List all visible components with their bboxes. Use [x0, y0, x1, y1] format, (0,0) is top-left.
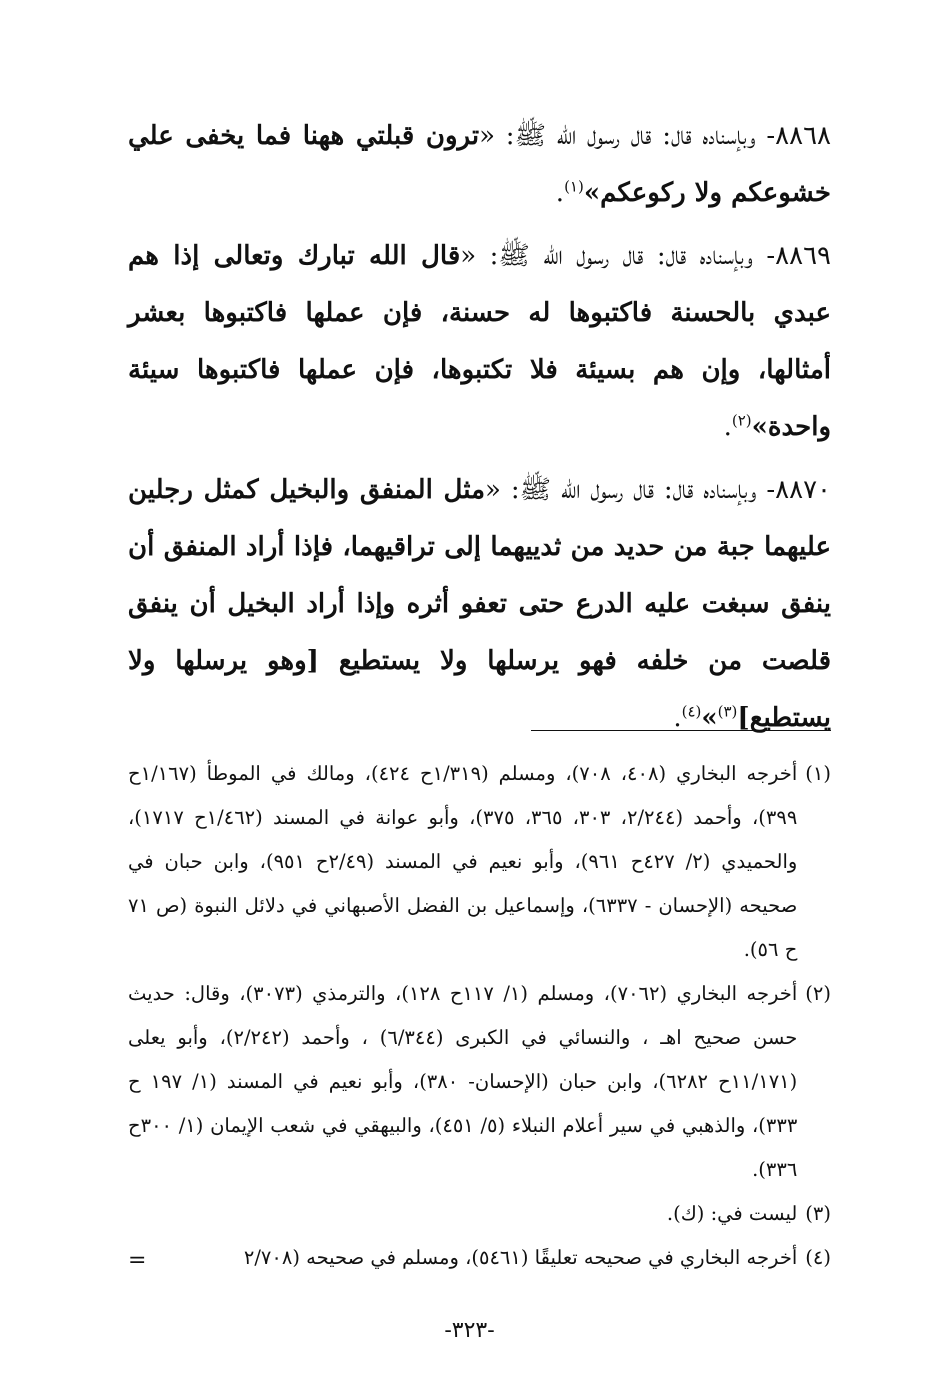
footnote-text: ليست في: (ك). — [666, 1202, 798, 1225]
hadith-intro: ٨٨٦٨- وبإسناده قال: قال رسول الله ﷺ: « — [479, 121, 831, 151]
sentence-end: . — [673, 703, 682, 733]
page-number: -٣٢٣- — [444, 1318, 495, 1343]
hadith-8869 — [128, 228, 831, 456]
footnote-text: أخرجه البخاري (٤٠٨، ٧٠٨)، ومسلم (١/٣١٩ح ٤٢٤)، ومالك في الموطأ (١/١٦٧ح ٣٩٩)، وأحمد (٢/٢٤٤، ٣٠٣، ٣٦٥، ٣٧٥)، وأبو عوانة في المسند (١/٤٦٢ح ١٧١٧)، والحميدي (٢/ ٤٢٧ح ٩٦١)، وأبو نعيم في المسند (٢/٤٩ح ٩٥١)، وابن حبان في صحيحه (الإحسان - ٦٣٣٧)، وإسماعيل بن الفضل الأصبهاني في دلائل النبوة (ص ٧١ ح ٥٦). — [128, 762, 798, 961]
footnote-ref: (٤) — [681, 702, 702, 721]
main-text — [128, 108, 831, 753]
footnote-number: (٢) — [805, 982, 831, 1005]
hadith-8868 — [128, 108, 831, 222]
footnote-3 — [128, 1192, 831, 1236]
hadith-text: مثل المنفق والبخيل كمثل رجلين عليهما جبة من حديد من ثدييهما إلى تراقيهما، فإذا أراد المنفق أن ينفق سبغت عليه الدرع حتى تعفو أثره وإذا أراد البخيل أن ينفق قلصت من خلفه فهو يرسلها ولا يستطيع [وهو يرسلها ولا يستطيع] — [128, 475, 831, 733]
footnote-2 — [128, 972, 831, 1192]
footnote-ref: (٢) — [731, 411, 752, 430]
hadith-text: قال الله تبارك وتعالى إذا هم عبدي بالحسنة فاكتبوها له حسنة، فإن عملها فاكتبوها بعشر أمثالها، وإن هم بسيئة فلا تكتبوها، فإن عملها فاكتبوها سيئة واحدة — [128, 241, 831, 442]
quote-close: » — [583, 178, 601, 208]
footnote-number: (٣) — [805, 1202, 831, 1225]
continuation-mark: = — [128, 1248, 147, 1273]
hadith-intro: ٨٨٧٠- وبإسناده قال: قال رسول الله ﷺ: « — [485, 475, 832, 505]
footnote-text: أخرجه البخاري (٧٠٦٢)، ومسلم (١/ ١١٧ح ١٢٨)، والترمذي (٣٠٧٣)، وقال: حديث حسن صحيح اهـ ، والنسائي في الكبرى (٦/٣٤٤) ، وأحمد (٢/٢٤٢)، وأبو يعلى (١١/١٧١ح ٦٢٨٢)، وابن حبان (الإحسان- ٣٨٠)، وأبو نعيم في المسند (١/ ١٩٧ ح ٣٣٣)، والذهبي في سير أعلام النبلاء (٥/ ٤٥١)، والبيهقي في شعب الإيمان (١/ ٣٠٠ح ٣٣٦). — [128, 982, 798, 1181]
quote-close: » — [751, 412, 768, 442]
hadith-text: ترون قبلتي ههنا فما يخفى علي خشوعكم ولا ركوعكم — [128, 121, 831, 208]
sentence-end: . — [723, 412, 732, 442]
footnote-ref: (١) — [564, 177, 584, 196]
hadith-8870 — [128, 462, 831, 747]
footnote-number: (٤) — [805, 1246, 831, 1269]
footnote-text: أخرجه البخاري في صحيحه تعليقًا (٥٤٦١)، ومسلم في صحيحه (٢/٧٠٨ — [243, 1246, 798, 1269]
hadith-intro: ٨٨٦٩- وبإسناده قال: قال رسول الله ﷺ: « — [460, 241, 831, 271]
footnote-number: (١) — [805, 762, 831, 785]
footnotes-section — [128, 752, 831, 1280]
footnote-1 — [128, 752, 831, 972]
sentence-end: . — [555, 178, 565, 208]
footnote-divider — [531, 730, 831, 731]
footnote-4 — [128, 1236, 831, 1280]
footnote-ref-inner: (٣) — [717, 702, 738, 721]
quote-close: » — [701, 703, 718, 733]
